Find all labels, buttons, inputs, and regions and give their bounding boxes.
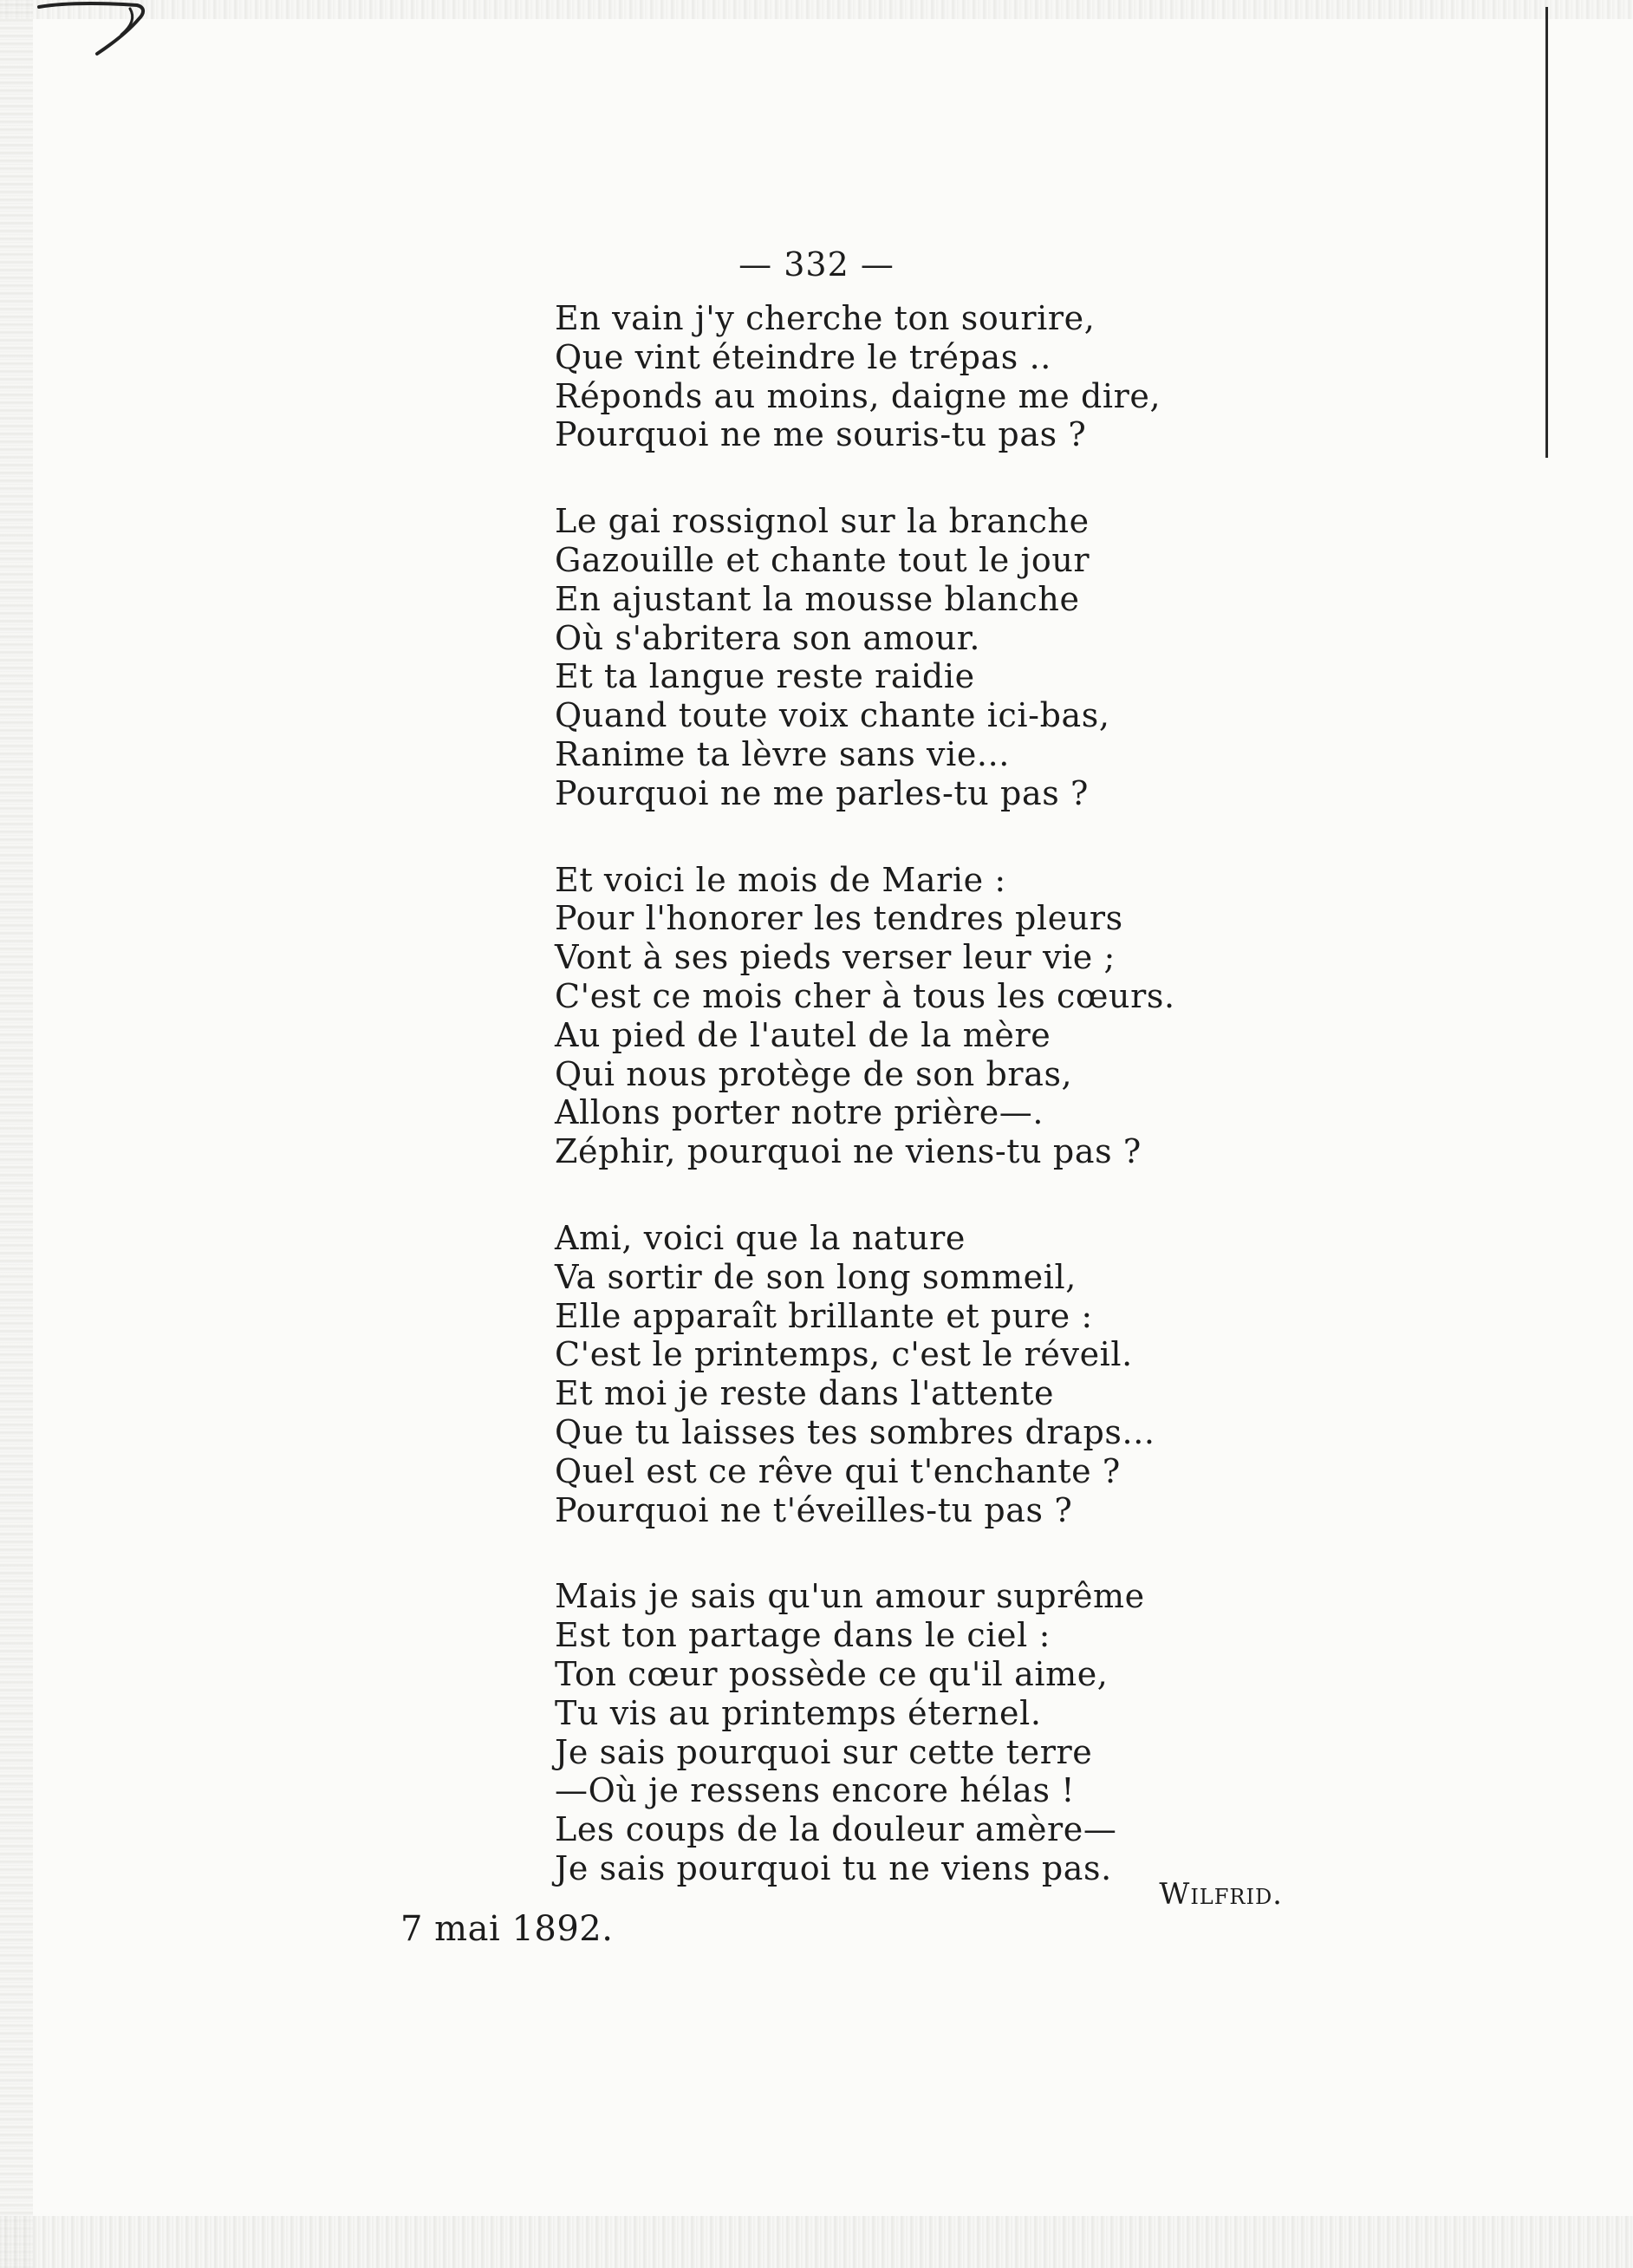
poem-line: Le gai rossignol sur la branche bbox=[555, 502, 1090, 541]
ink-mark-icon bbox=[35, 0, 156, 61]
poem-line: Je sais pourquoi sur cette terre bbox=[555, 1732, 1093, 1771]
poem-line: Et moi je reste dans l'attente bbox=[555, 1374, 1055, 1413]
stanza bbox=[555, 299, 1422, 454]
poem-line: Vont à ses pieds verser leur vie ; bbox=[555, 938, 1116, 977]
poem-line: —Où je ressens encore hélas ! bbox=[555, 1771, 1076, 1810]
poem-line: En ajustant la mousse blanche bbox=[555, 579, 1080, 618]
scan-edge-left bbox=[0, 0, 33, 2268]
poem bbox=[555, 299, 1422, 1936]
binding-rule bbox=[1545, 7, 1548, 458]
poem-line: Je sais pourquoi tu ne viens pas. bbox=[555, 1848, 1112, 1887]
poem-line: Qui nous protège de son bras, bbox=[555, 1054, 1073, 1093]
poem-date: 7 mai 1892. bbox=[400, 1909, 614, 1949]
poem-line: C'est ce mois cher à tous les cœurs. bbox=[555, 976, 1175, 1015]
poem-line: Que vint éteindre le trépas .. bbox=[555, 337, 1051, 376]
scan-edge-bottom bbox=[0, 2216, 1633, 2268]
poem-line: Pour l'honorer les tendres pleurs bbox=[555, 899, 1123, 938]
poem-line: Pourquoi ne me parles-tu pas ? bbox=[555, 773, 1089, 812]
poem-line: Pourquoi ne me souris-tu pas ? bbox=[555, 415, 1087, 454]
poem-line: Ranime ta lèvre sans vie... bbox=[555, 734, 1010, 773]
stanza bbox=[555, 502, 1422, 812]
poem-line: Où s'abritera son amour. bbox=[555, 618, 981, 657]
scan-edge-top bbox=[0, 0, 1633, 19]
poem-line: Zéphir, pourquoi ne viens-tu pas ? bbox=[555, 1132, 1142, 1171]
poem-line: Ton cœur possède ce qu'il aime, bbox=[555, 1654, 1109, 1693]
poem-line: Pourquoi ne t'éveilles-tu pas ? bbox=[555, 1490, 1073, 1529]
poem-line: Gazouille et chante tout le jour bbox=[555, 540, 1090, 579]
stanza bbox=[555, 1219, 1422, 1529]
poem-line: En vain j'y cherche ton sourire, bbox=[555, 299, 1096, 337]
poem-line: Tu vis au printemps éternel. bbox=[555, 1693, 1042, 1732]
poem-line: Que tu laisses tes sombres draps... bbox=[555, 1412, 1155, 1451]
poem-line: Et voici le mois de Marie : bbox=[555, 860, 1006, 899]
author-signature: Wilfrid. bbox=[1159, 1877, 1283, 1912]
poem-line: Et ta langue reste raidie bbox=[555, 657, 975, 696]
page-number: — 332 — bbox=[738, 245, 895, 284]
poem-line: C'est le printemps, c'est le réveil. bbox=[555, 1335, 1133, 1374]
poem-line: Quand toute voix chante ici-bas, bbox=[555, 696, 1110, 735]
poem-line: Va sortir de son long sommeil, bbox=[555, 1257, 1077, 1296]
poem-line: Elle apparaît brillante et pure : bbox=[555, 1296, 1093, 1335]
poem-line: Réponds au moins, daigne me dire, bbox=[555, 376, 1161, 415]
poem-line: Ami, voici que la nature bbox=[555, 1218, 966, 1257]
poem-line: Les coups de la douleur amère— bbox=[555, 1810, 1117, 1849]
poem-line: Est ton partage dans le ciel : bbox=[555, 1616, 1051, 1655]
stanza bbox=[555, 1577, 1422, 1887]
poem-line: Quel est ce rêve qui t'enchante ? bbox=[555, 1451, 1121, 1490]
poem-line: Au pied de l'autel de la mère bbox=[555, 1015, 1051, 1054]
stanza bbox=[555, 861, 1422, 1171]
poem-line: Mais je sais qu'un amour suprême bbox=[555, 1577, 1145, 1616]
poem-line: Allons porter notre prière—. bbox=[555, 1093, 1044, 1132]
